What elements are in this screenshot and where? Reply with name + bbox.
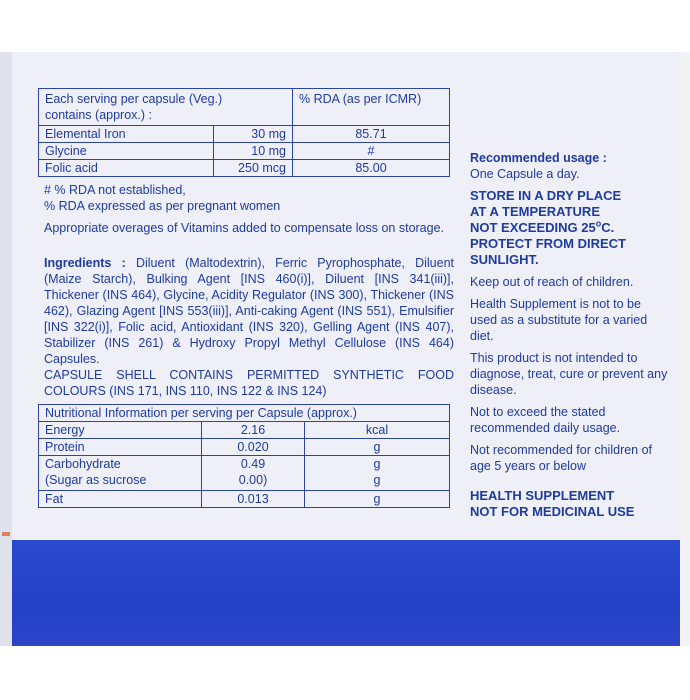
rda-row-amount: 30 mg [214, 126, 293, 143]
rda-row [39, 160, 450, 177]
rda-note-line1: # % RDA not established, [44, 183, 186, 197]
rda-header-left [39, 89, 293, 126]
rda-row-amount: 10 mg [214, 143, 293, 160]
rda-row-amount: 250 mcg [214, 160, 293, 177]
rda-table-header [39, 89, 450, 126]
nutrition-carb-name-line1: Carbohydrate [45, 457, 121, 471]
nutrition-row [39, 439, 450, 456]
rda-header-right: % RDA (as per ICMR) [293, 89, 450, 126]
nutrition-row-unit: kcal [305, 422, 450, 439]
storage-line1: STORE IN A DRY PLACE [470, 188, 622, 203]
rda-header-left-line1: Each serving per capsule (Veg.) [45, 92, 223, 106]
storage-line4: PROTECT FROM DIRECT [470, 236, 626, 251]
nutrition-row-value: 0.013 [202, 491, 305, 508]
capsule-shell-note: CAPSULE SHELL CONTAINS PERMITTED SYNTHETIC FOOD COLOURS (INS 171, INS 110, INS 122 & INS 124) [44, 368, 454, 398]
reach-warning: Keep out of reach of children. [470, 275, 634, 289]
nutrition-carb-value-line2: 0.00) [238, 473, 268, 487]
storage-line3-unit: C. [601, 220, 615, 235]
rda-table [38, 88, 450, 177]
right-column [470, 150, 670, 520]
nutrition-row [39, 491, 450, 508]
rda-row-name: Folic acid [39, 160, 214, 177]
rda-row [39, 126, 450, 143]
nutrition-row-unit: g [305, 439, 450, 456]
edge-orange-mark [2, 532, 10, 536]
usage-title: Recommended usage : [470, 151, 607, 165]
not-recommended-note: Not recommended for children of age 5 years or below [470, 443, 653, 473]
usage-text: One Capsule a day. [470, 167, 580, 181]
nutrition-row-unit: g [305, 491, 450, 508]
ingredients-text [44, 255, 454, 367]
nutrition-carb-unit-line1: g [373, 457, 381, 471]
not-intended-note: This product is not intended to diagnose, treat, cure or prevent any disease. [470, 351, 668, 397]
nutrition-row-carbohydrate [39, 456, 450, 491]
rda-row-value: # [293, 143, 450, 160]
storage-line5: SUNLIGHT. [470, 252, 539, 267]
nutrition-carb-unit-line2: g [373, 473, 381, 487]
ingredients-label: Ingredients : [44, 256, 126, 270]
rda-row [39, 143, 450, 160]
rda-row-value: 85.71 [293, 126, 450, 143]
supplement-note: Health Supplement is not to be used as a substitute for a varied diet. [470, 297, 648, 343]
nutrition-row-name: Protein [39, 439, 202, 456]
nutrition-row-name: Fat [39, 491, 202, 508]
rda-header-left-line2: contains (approx.) : [45, 108, 152, 122]
rda-notes [44, 182, 444, 214]
nutrition-carb-name [39, 456, 202, 491]
nutrition-carb-name-line2: (Sugar as sucrose [45, 473, 147, 487]
nutrition-carb-value [202, 456, 305, 491]
rda-note-line2: % RDA expressed as per pregnant women [44, 199, 281, 213]
blue-band [12, 540, 680, 646]
nutrition-row-value: 0.020 [202, 439, 305, 456]
nutrition-carb-unit [305, 456, 450, 491]
rda-row-name: Elemental Iron [39, 126, 214, 143]
nutrition-header-row [39, 405, 450, 422]
overages-note: Appropriate overages of Vitamins added to compensate loss on storage. [44, 221, 445, 235]
final-notice [470, 488, 670, 520]
nutrition-header: Nutritional Information per serving per Capsule (approx.) [39, 405, 450, 422]
storage-line3 [470, 220, 670, 236]
nutrition-row-name: Energy [39, 422, 202, 439]
rda-row-name: Glycine [39, 143, 214, 160]
nutrition-row [39, 422, 450, 439]
rda-row-value: 85.00 [293, 160, 450, 177]
degree-symbol: o [595, 218, 602, 229]
nutrition-table [38, 404, 450, 508]
box-right-edge [680, 52, 690, 646]
final-notice-line1: HEALTH SUPPLEMENT [470, 488, 615, 503]
storage-line3-text: NOT EXCEEDING 25 [470, 220, 596, 235]
ingredients-list: Diluent (Maltodextrin), Ferric Pyrophosphate, Diluent (Maize Starch), Bulking Agent [INS 460(i)], Diluent [INS 341(iii)], Thickener (INS 464), Glycine, Acidity Regulator (INS 300), Thickener (INS 462), Glazing Agent [INS 553(iii)], Anti-caking Agent (INS 551), Emulsifier [INS 322(i)], Folic acid, Antioxidant (INS 320), Gelling Agent (INS 407), Stabilizer (INS 261) & Hydroxy Propyl Methyl Cellulose (INS 464) Capsules. [44, 256, 454, 366]
final-notice-line2: NOT FOR MEDICINAL USE [470, 504, 635, 519]
nutrition-carb-value-line1: 0.49 [240, 457, 266, 471]
storage-line2: AT A TEMPERATURE [470, 204, 600, 219]
box-left-edge [0, 52, 12, 646]
not-exceed-note: Not to exceed the stated recommended daily usage. [470, 405, 621, 435]
storage-warning [470, 188, 670, 268]
nutrition-row-value: 2.16 [202, 422, 305, 439]
